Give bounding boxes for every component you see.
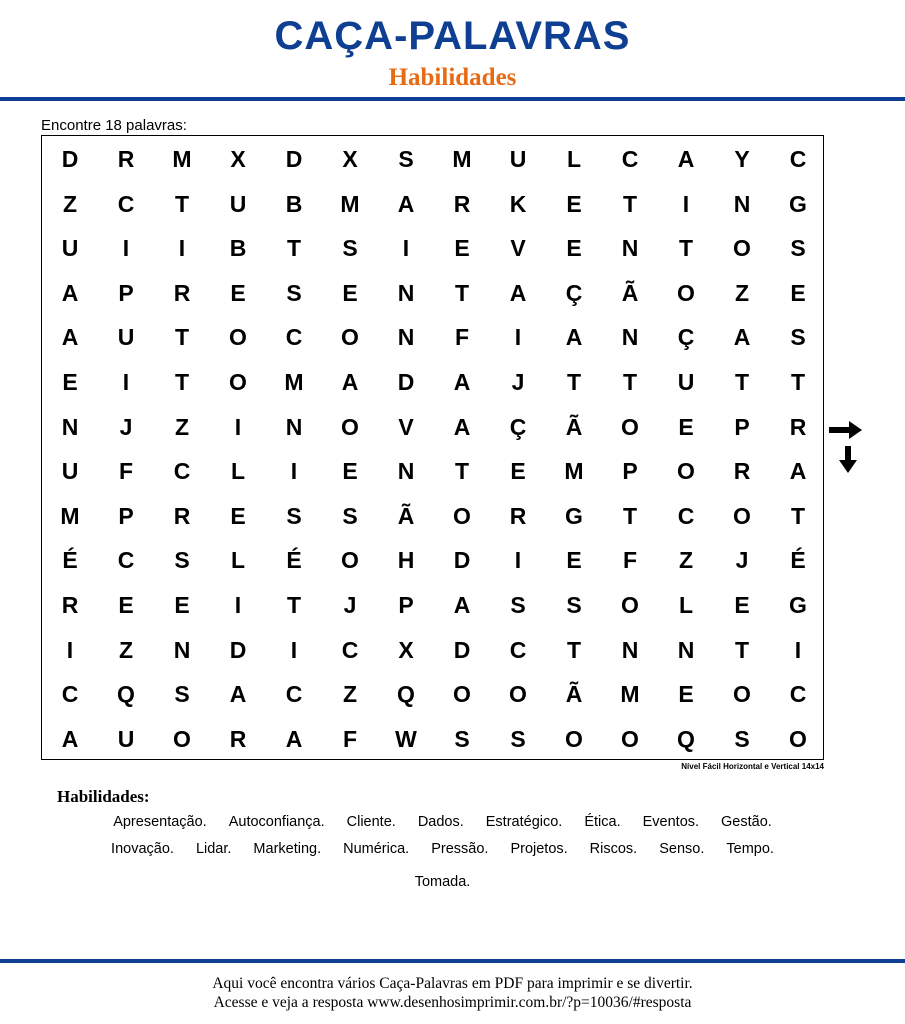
word-search-grid xyxy=(41,135,824,760)
grid-letter[interactable]: T xyxy=(286,592,302,618)
grid-letter[interactable]: P xyxy=(734,413,750,440)
grid-letter[interactable]: I xyxy=(514,547,522,574)
word-list-item: Projetos. xyxy=(510,841,568,857)
word-list-item: Marketing. xyxy=(253,841,322,857)
grid-letter[interactable]: I xyxy=(122,235,130,262)
word-list-item: Cliente. xyxy=(346,814,396,830)
grid-letter[interactable]: R xyxy=(509,502,527,529)
grid-letter[interactable]: M xyxy=(452,146,472,172)
grid-letter[interactable]: U xyxy=(677,369,695,395)
grid-letter[interactable]: A xyxy=(733,324,751,351)
grid-letter[interactable]: T xyxy=(566,636,582,663)
grid-letter[interactable]: C xyxy=(117,547,135,574)
word-list-item: Tempo. xyxy=(726,841,774,857)
grid-letter[interactable]: B xyxy=(285,190,303,217)
grid-letter[interactable]: D xyxy=(453,636,471,663)
grid-letter[interactable]: M xyxy=(620,681,640,708)
grid-letter[interactable]: E xyxy=(678,681,694,708)
grid-letter[interactable]: O xyxy=(453,681,471,708)
grid-letter[interactable]: S xyxy=(454,725,470,752)
word-list-item: Tomada. xyxy=(414,874,471,890)
grid-letter[interactable]: S xyxy=(510,725,526,752)
grid-letter[interactable]: O xyxy=(789,725,807,752)
grid-letter[interactable]: C xyxy=(789,681,807,708)
grid-row xyxy=(42,182,823,227)
grid-letter[interactable]: N xyxy=(397,279,415,306)
grid-letter[interactable]: T xyxy=(734,369,750,395)
grid-letter[interactable]: A xyxy=(789,458,807,485)
grid-letter[interactable]: U xyxy=(117,324,135,351)
grid-letter[interactable]: F xyxy=(454,324,470,351)
grid-letter[interactable]: Y xyxy=(734,146,750,172)
grid-letter[interactable]: P xyxy=(398,592,414,618)
grid-letter[interactable]: F xyxy=(342,725,358,752)
grid-letter[interactable]: S xyxy=(174,547,190,574)
grid-letter[interactable]: O xyxy=(341,547,359,574)
grid-letter[interactable]: O xyxy=(341,324,359,351)
grid-letter[interactable]: O xyxy=(733,681,751,708)
grid-letter[interactable]: Ã xyxy=(621,279,639,306)
grid-letter[interactable]: R xyxy=(117,146,135,172)
grid-letter[interactable]: I xyxy=(514,324,522,351)
grid-letter[interactable]: Ç xyxy=(565,279,583,306)
word-list-item: Riscos. xyxy=(589,841,638,857)
grid-letter[interactable]: C xyxy=(789,146,807,172)
grid-letter[interactable]: O xyxy=(733,502,751,529)
grid-letter[interactable]: E xyxy=(566,235,582,262)
grid-letter[interactable]: D xyxy=(229,636,247,663)
grid-letter[interactable]: E xyxy=(566,190,582,217)
grid-letter[interactable]: S xyxy=(286,279,302,306)
grid-letter[interactable]: C xyxy=(285,681,303,708)
grid-letter[interactable]: I xyxy=(234,413,242,440)
grid-letter[interactable]: Z xyxy=(174,413,190,440)
grid-letter[interactable]: L xyxy=(230,547,246,574)
grid-letter[interactable]: A xyxy=(397,190,415,217)
grid-letter[interactable]: R xyxy=(229,725,247,752)
grid-letter[interactable]: M xyxy=(564,458,584,485)
grid-letter[interactable]: A xyxy=(341,369,359,395)
grid-letter[interactable]: T xyxy=(174,324,190,351)
grid-letter[interactable]: O xyxy=(509,681,527,708)
grid-letter[interactable]: S xyxy=(510,592,526,618)
grid-letter[interactable]: F xyxy=(118,458,134,485)
grid-letter[interactable]: R xyxy=(453,190,471,217)
grid-letter[interactable]: A xyxy=(229,681,247,708)
word-list-item: Gestão. xyxy=(721,814,772,830)
grid-letter[interactable]: I xyxy=(402,235,410,262)
grid-letter[interactable]: E xyxy=(230,502,246,529)
page-subtitle: Habilidades xyxy=(388,64,517,91)
bottom-divider xyxy=(0,959,905,963)
grid-letter[interactable]: T xyxy=(286,235,302,262)
grid-letter[interactable]: T xyxy=(566,369,582,395)
grid-letter[interactable]: R xyxy=(733,458,751,485)
grid-letter[interactable]: V xyxy=(398,413,414,440)
grid-letter[interactable]: O xyxy=(173,725,191,752)
grid-letter[interactable]: Q xyxy=(677,725,695,752)
grid-letter[interactable]: I xyxy=(794,636,802,663)
grid-letter[interactable]: A xyxy=(509,279,527,306)
difficulty-label: Nível Fácil Horizontal e Vertical 14x14 xyxy=(681,762,824,771)
grid-letter[interactable]: U xyxy=(61,458,79,485)
grid-letter[interactable]: S xyxy=(342,502,358,529)
grid-row xyxy=(42,226,823,271)
grid-letter[interactable]: A xyxy=(453,369,471,395)
grid-letter[interactable]: S xyxy=(790,324,806,351)
grid-letter[interactable]: C xyxy=(285,324,303,351)
arrow-right-icon xyxy=(829,420,863,440)
grid-letter[interactable]: S xyxy=(286,502,302,529)
grid-letter[interactable]: X xyxy=(342,146,358,172)
word-list-item: Inovação. xyxy=(111,841,174,857)
grid-letter[interactable]: E xyxy=(342,279,358,306)
grid-letter[interactable]: E xyxy=(118,592,134,618)
grid-letter[interactable]: Ç xyxy=(509,413,527,440)
top-divider xyxy=(0,97,905,101)
grid-letter[interactable]: I xyxy=(122,369,130,395)
grid-letter[interactable]: M xyxy=(60,502,80,529)
grid-letter[interactable]: D xyxy=(397,369,415,395)
grid-letter[interactable]: E xyxy=(174,592,190,618)
grid-letter[interactable]: N xyxy=(733,190,751,217)
grid-row xyxy=(42,315,823,360)
grid-letter[interactable]: S xyxy=(342,235,358,262)
grid-letter[interactable]: P xyxy=(118,279,134,306)
grid-letter[interactable]: E xyxy=(454,235,470,262)
grid-letter[interactable]: S xyxy=(566,592,582,618)
grid-letter[interactable]: T xyxy=(678,235,694,262)
word-list-heading: Habilidades: xyxy=(57,787,150,806)
grid-letter[interactable]: J xyxy=(343,592,357,618)
grid-letter[interactable]: T xyxy=(622,190,638,217)
page-title: CAÇA-PALAVRAS xyxy=(274,14,631,58)
grid-letter[interactable]: Q xyxy=(117,681,135,708)
word-list-item: Senso. xyxy=(659,841,705,857)
grid-letter[interactable]: G xyxy=(565,502,583,529)
word-list-item: Eventos. xyxy=(642,814,700,830)
grid-letter[interactable]: E xyxy=(230,279,246,306)
grid-letter[interactable]: A xyxy=(285,725,303,752)
grid-letter[interactable]: D xyxy=(61,146,79,172)
grid-letter[interactable]: A xyxy=(565,324,583,351)
grid-letter[interactable]: M xyxy=(340,190,360,217)
grid-letter[interactable]: A xyxy=(61,279,79,306)
grid-letter[interactable]: O xyxy=(565,725,583,752)
grid-letter[interactable]: S xyxy=(398,146,414,172)
grid-letter[interactable]: M xyxy=(172,146,192,172)
grid-letter[interactable]: R xyxy=(173,279,191,306)
grid-letter[interactable]: I xyxy=(290,458,298,485)
grid-letter[interactable]: F xyxy=(622,547,638,574)
grid-letter[interactable]: Ã xyxy=(565,681,583,708)
word-list xyxy=(60,813,825,892)
grid-letter[interactable]: G xyxy=(789,190,807,217)
grid-letter[interactable]: R xyxy=(789,413,807,440)
grid-row xyxy=(42,405,823,450)
grid-letter[interactable]: Z xyxy=(678,547,694,574)
grid-letter[interactable]: O xyxy=(621,725,639,752)
grid-letter[interactable]: Ã xyxy=(397,502,415,529)
grid-letter[interactable]: R xyxy=(61,592,79,618)
grid-letter[interactable]: W xyxy=(395,725,417,752)
grid-row xyxy=(42,449,823,494)
grid-letter[interactable]: C xyxy=(621,146,639,172)
grid-letter[interactable]: É xyxy=(62,547,78,574)
instruction-text: Encontre 18 palavras: xyxy=(41,117,187,134)
grid-letter[interactable]: Q xyxy=(397,681,415,708)
grid-letter[interactable]: Ç xyxy=(677,324,695,351)
footer-text: Aqui você encontra vários Caça-Palavras em PDF para imprimir e se divertir. xyxy=(212,975,693,992)
grid-letter[interactable]: P xyxy=(622,458,638,485)
grid-letter[interactable]: V xyxy=(510,235,526,262)
grid-letter[interactable]: O xyxy=(229,324,247,351)
grid-letter[interactable]: U xyxy=(117,725,135,752)
word-list-item: Estratégico. xyxy=(485,814,563,830)
grid-letter[interactable]: O xyxy=(621,413,639,440)
grid-letter[interactable]: Z xyxy=(342,681,358,708)
grid-letter[interactable]: I xyxy=(682,190,690,217)
word-list-item: Pressão. xyxy=(431,841,489,857)
grid-letter[interactable]: N xyxy=(397,324,415,351)
grid-letter[interactable]: A xyxy=(677,146,695,172)
grid-letter[interactable]: T xyxy=(790,502,806,529)
grid-letter[interactable]: C xyxy=(341,636,359,663)
grid-letter[interactable]: E xyxy=(790,279,806,306)
grid-letter[interactable]: É xyxy=(790,547,806,574)
grid-letter[interactable]: T xyxy=(734,636,750,663)
grid-letter[interactable]: R xyxy=(173,502,191,529)
grid-letter[interactable]: X xyxy=(398,636,414,663)
grid-letter[interactable]: U xyxy=(509,146,527,172)
grid-letter[interactable]: O xyxy=(341,413,359,440)
grid-letter[interactable]: S xyxy=(174,681,190,708)
footer-link-text: Acesse e veja a resposta www.desenhosimprimir.com.br/?p=10036/#resposta xyxy=(213,994,692,1011)
grid-letter[interactable]: A xyxy=(61,725,79,752)
grid-letter[interactable]: U xyxy=(61,235,79,262)
grid-letter[interactable]: S xyxy=(734,725,750,752)
grid-letter[interactable]: E xyxy=(566,547,582,574)
grid-row xyxy=(42,360,823,405)
grid-row xyxy=(42,271,823,316)
grid-letter[interactable]: Z xyxy=(118,636,134,663)
grid-row xyxy=(42,538,823,583)
word-list-item: Ética. xyxy=(584,814,621,830)
word-list-item: Autoconfiança. xyxy=(228,814,325,830)
grid-letter[interactable]: T xyxy=(174,190,190,217)
grid-letter[interactable]: D xyxy=(285,146,303,172)
grid-letter[interactable]: S xyxy=(790,235,806,262)
grid-letter[interactable]: E xyxy=(62,369,78,395)
grid-letter[interactable]: N xyxy=(621,235,639,262)
grid-letter[interactable]: J xyxy=(511,369,525,395)
word-list-item: Lidar. xyxy=(195,841,232,857)
word-list-item: Numérica. xyxy=(343,841,410,857)
grid-letter[interactable]: M xyxy=(284,369,304,395)
grid-letter[interactable]: I xyxy=(290,636,298,663)
grid-letter[interactable]: C xyxy=(677,502,695,529)
grid-letter[interactable]: X xyxy=(230,146,246,172)
grid-letter[interactable]: I xyxy=(66,636,74,663)
grid-letter[interactable]: H xyxy=(397,547,415,574)
grid-letter[interactable]: T xyxy=(790,369,806,395)
grid-row xyxy=(42,672,823,717)
grid-letter[interactable]: E xyxy=(342,458,358,485)
grid-letter[interactable]: P xyxy=(118,502,134,529)
grid-letter[interactable]: E xyxy=(678,413,694,440)
grid-letter[interactable]: E xyxy=(510,458,526,485)
grid-letter[interactable]: T xyxy=(622,502,638,529)
grid-letter[interactable]: N xyxy=(61,413,79,440)
grid-letter[interactable]: O xyxy=(229,369,247,395)
grid-letter[interactable]: J xyxy=(119,413,133,440)
grid-letter[interactable]: U xyxy=(229,190,247,217)
grid-letter[interactable]: T xyxy=(174,369,190,395)
grid-letter[interactable]: N xyxy=(397,458,415,485)
grid-letter[interactable]: L xyxy=(678,592,694,618)
grid-row xyxy=(42,583,823,628)
grid-letter[interactable]: K xyxy=(509,190,527,217)
arrow-down-icon xyxy=(838,446,858,474)
grid-letter[interactable]: B xyxy=(229,235,247,262)
grid-letter[interactable]: T xyxy=(454,458,470,485)
grid-letter[interactable]: I xyxy=(178,235,186,262)
grid-letter[interactable]: J xyxy=(735,547,749,574)
grid-letter[interactable]: C xyxy=(61,681,79,708)
grid-letter[interactable]: I xyxy=(234,592,242,618)
grid-letter[interactable]: G xyxy=(789,592,807,618)
grid-letter[interactable]: C xyxy=(173,458,191,485)
grid-letter[interactable]: Z xyxy=(734,279,750,306)
grid-letter[interactable]: Ã xyxy=(565,413,583,440)
grid-letter[interactable]: A xyxy=(453,413,471,440)
grid-row xyxy=(42,628,823,673)
grid-letter[interactable]: T xyxy=(454,279,470,306)
grid-letter[interactable]: C xyxy=(509,636,527,663)
grid-letter[interactable]: L xyxy=(230,458,246,485)
grid-letter[interactable]: L xyxy=(566,146,582,172)
grid-letter[interactable]: N xyxy=(621,324,639,351)
grid-letter[interactable]: T xyxy=(622,369,638,395)
grid-letter[interactable]: É xyxy=(286,547,302,574)
word-list-break xyxy=(60,863,825,869)
grid-letter[interactable]: Z xyxy=(62,190,78,217)
word-list-item: Dados. xyxy=(417,814,464,830)
grid-letter[interactable]: O xyxy=(677,279,695,306)
grid-letter[interactable]: O xyxy=(733,235,751,262)
grid-letter[interactable]: O xyxy=(621,592,639,618)
grid-letter[interactable]: D xyxy=(453,547,471,574)
grid-letter[interactable]: E xyxy=(734,592,750,618)
grid-letter[interactable]: O xyxy=(453,502,471,529)
grid-letter[interactable]: A xyxy=(453,592,471,618)
grid-letter[interactable]: A xyxy=(61,324,79,351)
grid-letter[interactable]: N xyxy=(677,636,695,663)
grid-letter[interactable]: N xyxy=(285,413,303,440)
grid-letter[interactable]: O xyxy=(677,458,695,485)
grid-row xyxy=(42,717,823,762)
grid-row xyxy=(42,137,823,182)
grid-row xyxy=(42,494,823,539)
grid-letter[interactable]: N xyxy=(173,636,191,663)
grid-letter[interactable]: C xyxy=(117,190,135,217)
word-list-item: Apresentação. xyxy=(113,814,207,830)
grid-letter[interactable]: N xyxy=(621,636,639,663)
